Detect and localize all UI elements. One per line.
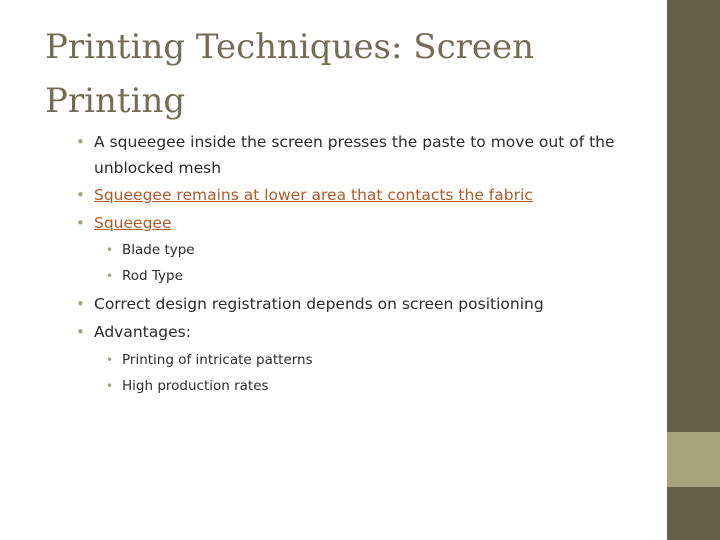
sub-bullet-icon: •	[106, 243, 114, 257]
bullet-icon: •	[76, 186, 85, 204]
bullet-text: A squeegee inside the screen presses the paste to move out of the unblocked mesh	[94, 133, 615, 177]
bullet-link-text[interactable]: Squeegee remains at lower area that contacts the fabric	[94, 186, 533, 204]
sub-bullet-icon: •	[106, 353, 114, 367]
sidebar-dark-band	[667, 0, 720, 432]
sub-bullet-item	[106, 373, 622, 399]
sub-bullet-icon: •	[106, 379, 114, 393]
bullet-icon: •	[76, 323, 85, 341]
bullet-icon: •	[76, 214, 85, 232]
bullet-item	[76, 319, 634, 345]
sub-bullet-text: Rod Type	[122, 268, 183, 284]
sub-bullet-text: Printing of intricate patterns	[122, 352, 313, 368]
bullet-item	[76, 129, 634, 181]
sub-bullet-text: Blade type	[122, 242, 195, 258]
sub-bullet-item	[106, 237, 622, 263]
bullet-text: Correct design registration depends on screen positioning	[94, 295, 544, 313]
bullet-icon: •	[76, 133, 85, 151]
sidebar-dark-bottom-band	[667, 487, 720, 540]
bullet-item-link[interactable]	[76, 210, 634, 236]
bullet-text: Advantages:	[94, 323, 191, 341]
sidebar-accent-band	[667, 432, 720, 487]
sub-bullet-item	[106, 263, 622, 289]
bullet-item-link[interactable]	[76, 182, 634, 208]
bullet-item	[76, 291, 634, 317]
sub-bullet-text: High production rates	[122, 378, 269, 394]
bullet-link-text[interactable]: Squeegee	[94, 214, 172, 232]
slide-title: Printing Techniques: Screen Printing	[45, 27, 534, 121]
sub-bullet-item	[106, 347, 622, 373]
bullet-icon: •	[76, 295, 85, 313]
sub-bullet-icon: •	[106, 269, 114, 283]
